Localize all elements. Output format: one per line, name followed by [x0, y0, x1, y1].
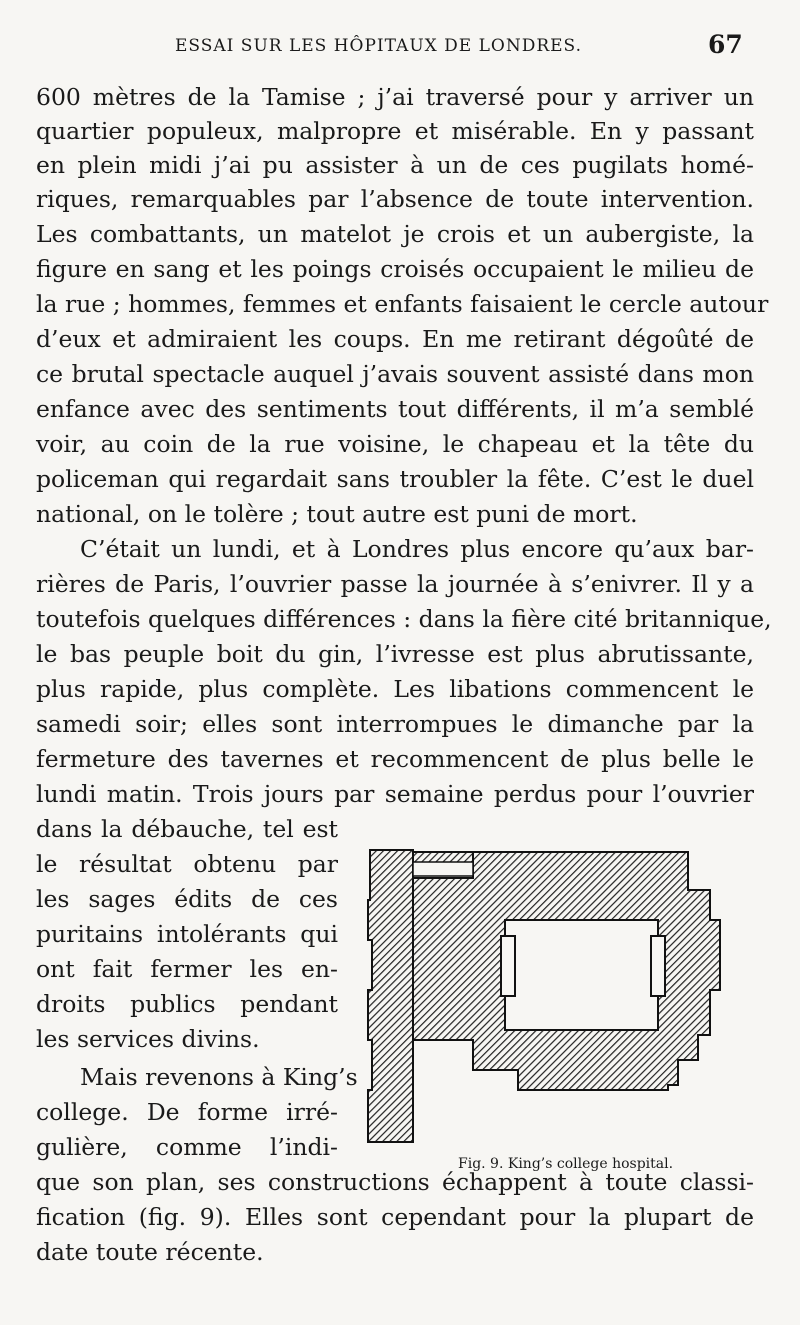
text-line: date toute récente.: [36, 1238, 264, 1266]
text-line: lundi matin. Trois jours par semaine perdus pour l’ouvrier: [36, 780, 754, 808]
text-line: enfance avec des sentiments tout différents, il m’a semblé: [36, 395, 754, 423]
text-line: d’eux et admiraient les coups. En me retirant dégoûté de: [36, 325, 754, 353]
inner-recess: [651, 936, 665, 996]
text-line: college. De forme irré-: [36, 1098, 338, 1126]
text-line: figure en sang et les poings croisés occupaient le milieu de: [36, 255, 754, 283]
text-line: policeman qui regardait sans troubler la fête. C’est le duel: [36, 465, 754, 493]
passage: [413, 862, 473, 876]
text-line: en plein midi j’ai pu assister à un de ces pugilats homé-: [36, 151, 754, 179]
text-line: les services divins.: [36, 1025, 260, 1053]
text-line: rières de Paris, l’ouvrier passe la journée à s’enivrer. Il y a: [36, 570, 754, 598]
figure-9: [358, 840, 758, 1180]
text-line: les sages édits de ces: [36, 885, 338, 913]
text-line: ce brutal spectacle auquel j’avais souvent assisté dans mon: [36, 360, 754, 388]
text-line: C’était un lundi, et à Londres plus encore qu’aux bar-: [80, 535, 754, 563]
text-line: dans la débauche, tel est: [36, 815, 338, 843]
text-line: Mais revenons à King’s: [80, 1063, 358, 1091]
text-line: le résultat obtenu par: [36, 850, 338, 878]
text-line: gulière, comme l’indi-: [36, 1133, 338, 1161]
text-line: toutefois quelques différences : dans la fière cité britannique,: [36, 605, 772, 633]
inner-recess: [501, 936, 515, 996]
text-line: samedi soir; elles sont interrompues le dimanche par la: [36, 710, 754, 738]
main-block: [413, 852, 720, 1090]
page-number: 67: [708, 30, 743, 59]
text-line: que son plan, ses constructions échappent à toute classi-: [36, 1168, 754, 1196]
text-line: puritains intolérants qui: [36, 920, 338, 948]
text-line: la rue ; hommes, femmes et enfants faisaient le cercle autour: [36, 290, 769, 318]
figure-caption: Fig. 9. King’s college hospital.: [458, 1156, 674, 1172]
running-title: ESSAI SUR LES HÔPITAUX DE LONDRES.: [175, 36, 582, 56]
text-line: plus rapide, plus complète. Les libations commencent le: [36, 675, 754, 703]
text-line: riques, remarquables par l’absence de toute intervention.: [36, 185, 754, 213]
text-line: droits publics pendant: [36, 990, 338, 1018]
text-line: ont fait fermer les en-: [36, 955, 338, 983]
text-line: 600 mètres de la Tamise ; j’ai traversé pour y arriver un: [36, 83, 754, 111]
page-header: [0, 28, 800, 68]
text-line: fermeture des tavernes et recommencent de plus belle le: [36, 745, 754, 773]
text-line: national, on le tolère ; tout autre est puni de mort.: [36, 500, 638, 528]
west-wing: [368, 850, 413, 1142]
text-line: Les combattants, un matelot je crois et un aubergiste, la: [36, 220, 754, 248]
text-line: fication (fig. 9). Elles sont cependant pour la plupart de: [36, 1203, 754, 1231]
hospital-floor-plan: [358, 840, 758, 1150]
text-line: quartier populeux, malpropre et misérable. En y passant: [36, 117, 754, 145]
text-line: le bas peuple boit du gin, l’ivresse est plus abrutissante,: [36, 640, 754, 668]
text-line: voir, au coin de la rue voisine, le chapeau et la tête du: [36, 430, 754, 458]
